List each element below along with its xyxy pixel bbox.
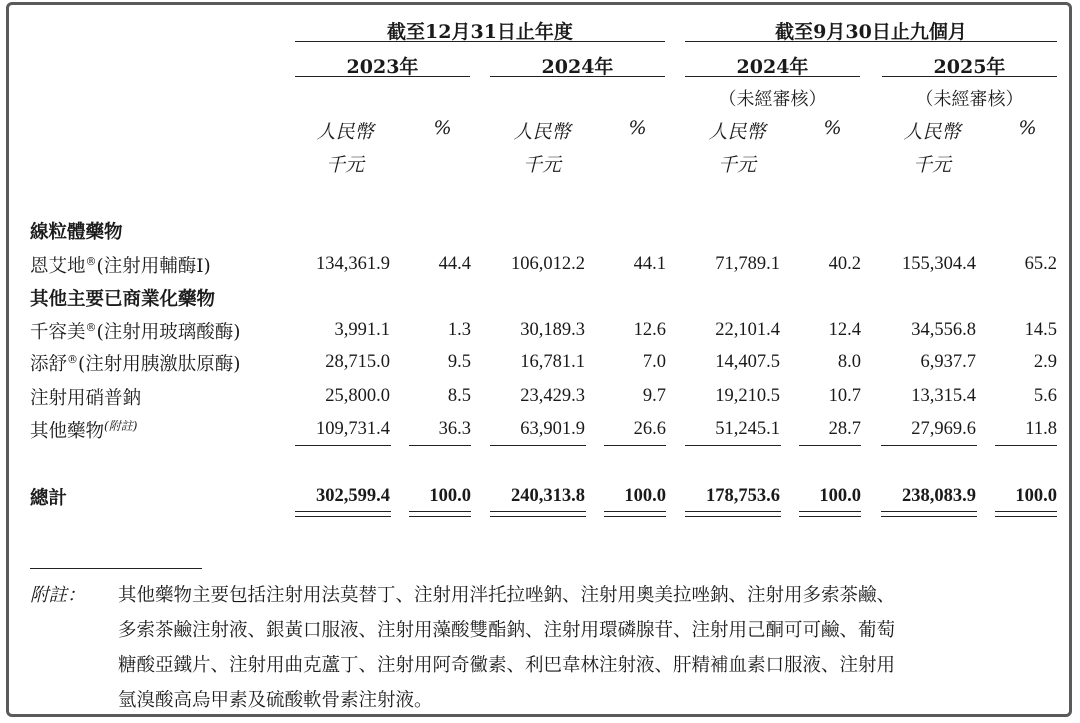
amount-cell: 28,715.0 xyxy=(325,352,390,372)
total-double-rule xyxy=(685,511,781,512)
total-double-rule xyxy=(490,516,586,517)
total-double-rule xyxy=(295,516,391,517)
subtotal-rule xyxy=(409,445,471,446)
percent-cell: 1.3 xyxy=(447,320,471,340)
year-header: 2023年 xyxy=(346,56,419,78)
amount-cell: 3,991.1 xyxy=(334,320,390,340)
footnote-line: 多索茶鹼注射液、銀黃口服液、注射用藻酸雙酯鈉、注射用環磷腺苷、注射用己酮可可鹼、葡萄 xyxy=(118,620,896,641)
period-header-nine-months: 截至9月30日止九個月 xyxy=(775,21,967,43)
unaudited-label: （未經審核） xyxy=(718,89,827,110)
footnote-line: 糖酸亞鐵片、注射用曲克蘆丁、注射用阿奇黴素、利巴韋林注射液、肝精補血素口服液、注射用 xyxy=(118,655,896,676)
currency-unit: 人民幣 xyxy=(316,121,374,143)
amount-cell: 25,800.0 xyxy=(325,386,390,406)
year-rule xyxy=(295,76,470,77)
total-percent-cell: 100.0 xyxy=(819,486,861,506)
total-double-rule xyxy=(295,511,391,512)
percent-cell: 7.0 xyxy=(642,352,666,372)
unaudited-label: （未經審核） xyxy=(915,89,1024,110)
percent-cell: 44.1 xyxy=(633,254,666,274)
subtotal-rule xyxy=(490,445,586,446)
percent-cell: 9.7 xyxy=(642,386,666,406)
row-label: 其他藥物$^{(附註)}$ xyxy=(30,419,138,443)
percent-cell: 2.9 xyxy=(1033,352,1057,372)
percent-cell: 40.2 xyxy=(828,254,861,274)
percent-unit: % xyxy=(1018,117,1037,139)
total-amount-cell: 302,599.4 xyxy=(316,486,390,506)
percent-cell: 65.2 xyxy=(1024,254,1057,274)
subtotal-rule xyxy=(995,445,1057,446)
total-percent-cell: 100.0 xyxy=(429,486,471,506)
year-rule xyxy=(685,76,860,77)
currency-unit: 人民幣 xyxy=(708,121,766,143)
percent-cell: 44.4 xyxy=(438,254,471,274)
subtotal-rule xyxy=(685,445,781,446)
amount-cell: 63,901.9 xyxy=(520,419,585,439)
currency-unit: 人民幣 xyxy=(903,121,961,143)
year-header: 2024年 xyxy=(541,56,614,78)
total-amount-cell: 178,753.6 xyxy=(706,486,780,506)
amount-cell: 34,556.8 xyxy=(911,320,976,340)
section-heading: 線粒體藥物 xyxy=(30,222,123,243)
footnote-separator xyxy=(30,568,202,569)
total-double-rule xyxy=(995,511,1057,512)
subtotal-rule xyxy=(295,445,391,446)
percent-cell: 9.5 xyxy=(447,352,471,372)
amount-cell: 30,189.3 xyxy=(520,320,585,340)
year-rule xyxy=(882,76,1057,77)
footnote-line: 其他藥物主要包括注射用法莫替丁、注射用泮托拉唑鈉、注射用奧美拉唑鈉、注射用多索茶鹼、 xyxy=(118,585,896,606)
period-header-annual: 截至12月31日止年度 xyxy=(387,21,573,43)
percent-cell: 12.4 xyxy=(828,320,861,340)
amount-cell: 51,245.1 xyxy=(715,419,780,439)
thousand-unit: 千元 xyxy=(325,154,364,176)
amount-cell: 14,407.5 xyxy=(715,352,780,372)
amount-cell: 106,012.2 xyxy=(511,254,585,274)
amount-cell: 155,304.4 xyxy=(902,254,976,274)
percent-cell: 26.6 xyxy=(633,419,666,439)
total-double-rule xyxy=(799,516,861,517)
amount-cell: 16,781.1 xyxy=(520,352,585,372)
total-double-rule xyxy=(995,516,1057,517)
total-amount-cell: 240,313.8 xyxy=(511,486,585,506)
note-reference: (附註) xyxy=(104,419,138,433)
total-percent-cell: 100.0 xyxy=(1015,486,1057,506)
total-percent-cell: 100.0 xyxy=(624,486,666,506)
percent-cell: 28.7 xyxy=(828,419,861,439)
percent-unit: % xyxy=(823,117,842,139)
currency-unit: 人民幣 xyxy=(513,121,571,143)
total-double-rule xyxy=(409,511,471,512)
thousand-unit: 千元 xyxy=(717,154,756,176)
row-label: 添舒®(注射用胰激肽原酶) xyxy=(30,352,241,375)
total-double-rule xyxy=(604,511,666,512)
amount-cell: 23,429.3 xyxy=(520,386,585,406)
amount-cell: 27,969.6 xyxy=(911,419,976,439)
percent-cell: 14.5 xyxy=(1024,320,1057,340)
percent-cell: 11.8 xyxy=(1025,419,1057,439)
percent-unit: % xyxy=(433,117,452,139)
total-label: 總計 xyxy=(30,488,68,509)
amount-cell: 134,361.9 xyxy=(316,254,390,274)
percent-cell: 10.7 xyxy=(828,386,861,406)
header-rule xyxy=(685,41,1057,42)
percent-cell: 8.0 xyxy=(837,352,861,372)
row-label: 注射用硝普鈉 xyxy=(30,388,142,409)
amount-cell: 13,315.4 xyxy=(911,386,976,406)
percent-cell: 36.3 xyxy=(438,419,471,439)
subtotal-rule xyxy=(799,445,861,446)
subtotal-rule xyxy=(881,445,977,446)
percent-cell: 5.6 xyxy=(1033,386,1057,406)
total-double-rule xyxy=(799,511,861,512)
total-double-rule xyxy=(881,516,977,517)
year-header: 2024年 xyxy=(736,56,809,78)
percent-unit: % xyxy=(628,117,647,139)
row-label: 恩艾地®(注射用輔酶I) xyxy=(30,254,211,277)
footnote-label: 附註： xyxy=(30,585,86,606)
thousand-unit: 千元 xyxy=(912,154,951,176)
total-double-rule xyxy=(604,516,666,517)
amount-cell: 71,789.1 xyxy=(715,254,780,274)
total-double-rule xyxy=(490,511,586,512)
total-double-rule xyxy=(881,511,977,512)
section-heading: 其他主要已商業化藥物 xyxy=(30,289,216,310)
amount-cell: 109,731.4 xyxy=(316,419,390,439)
total-double-rule xyxy=(685,516,781,517)
percent-cell: 12.6 xyxy=(633,320,666,340)
header-rule xyxy=(295,41,665,42)
year-rule xyxy=(490,76,665,77)
amount-cell: 6,937.7 xyxy=(920,352,976,372)
amount-cell: 19,210.5 xyxy=(715,386,780,406)
footnote-line: 氫溴酸高烏甲素及硫酸軟骨素注射液。 xyxy=(118,690,433,711)
percent-cell: 8.5 xyxy=(447,386,471,406)
subtotal-rule xyxy=(604,445,666,446)
amount-cell: 22,101.4 xyxy=(715,320,780,340)
year-header: 2025年 xyxy=(933,56,1006,78)
row-label: 千容美®(注射用玻璃酸酶) xyxy=(30,320,241,343)
total-double-rule xyxy=(409,516,471,517)
total-amount-cell: 238,083.9 xyxy=(902,486,976,506)
thousand-unit: 千元 xyxy=(522,154,561,176)
